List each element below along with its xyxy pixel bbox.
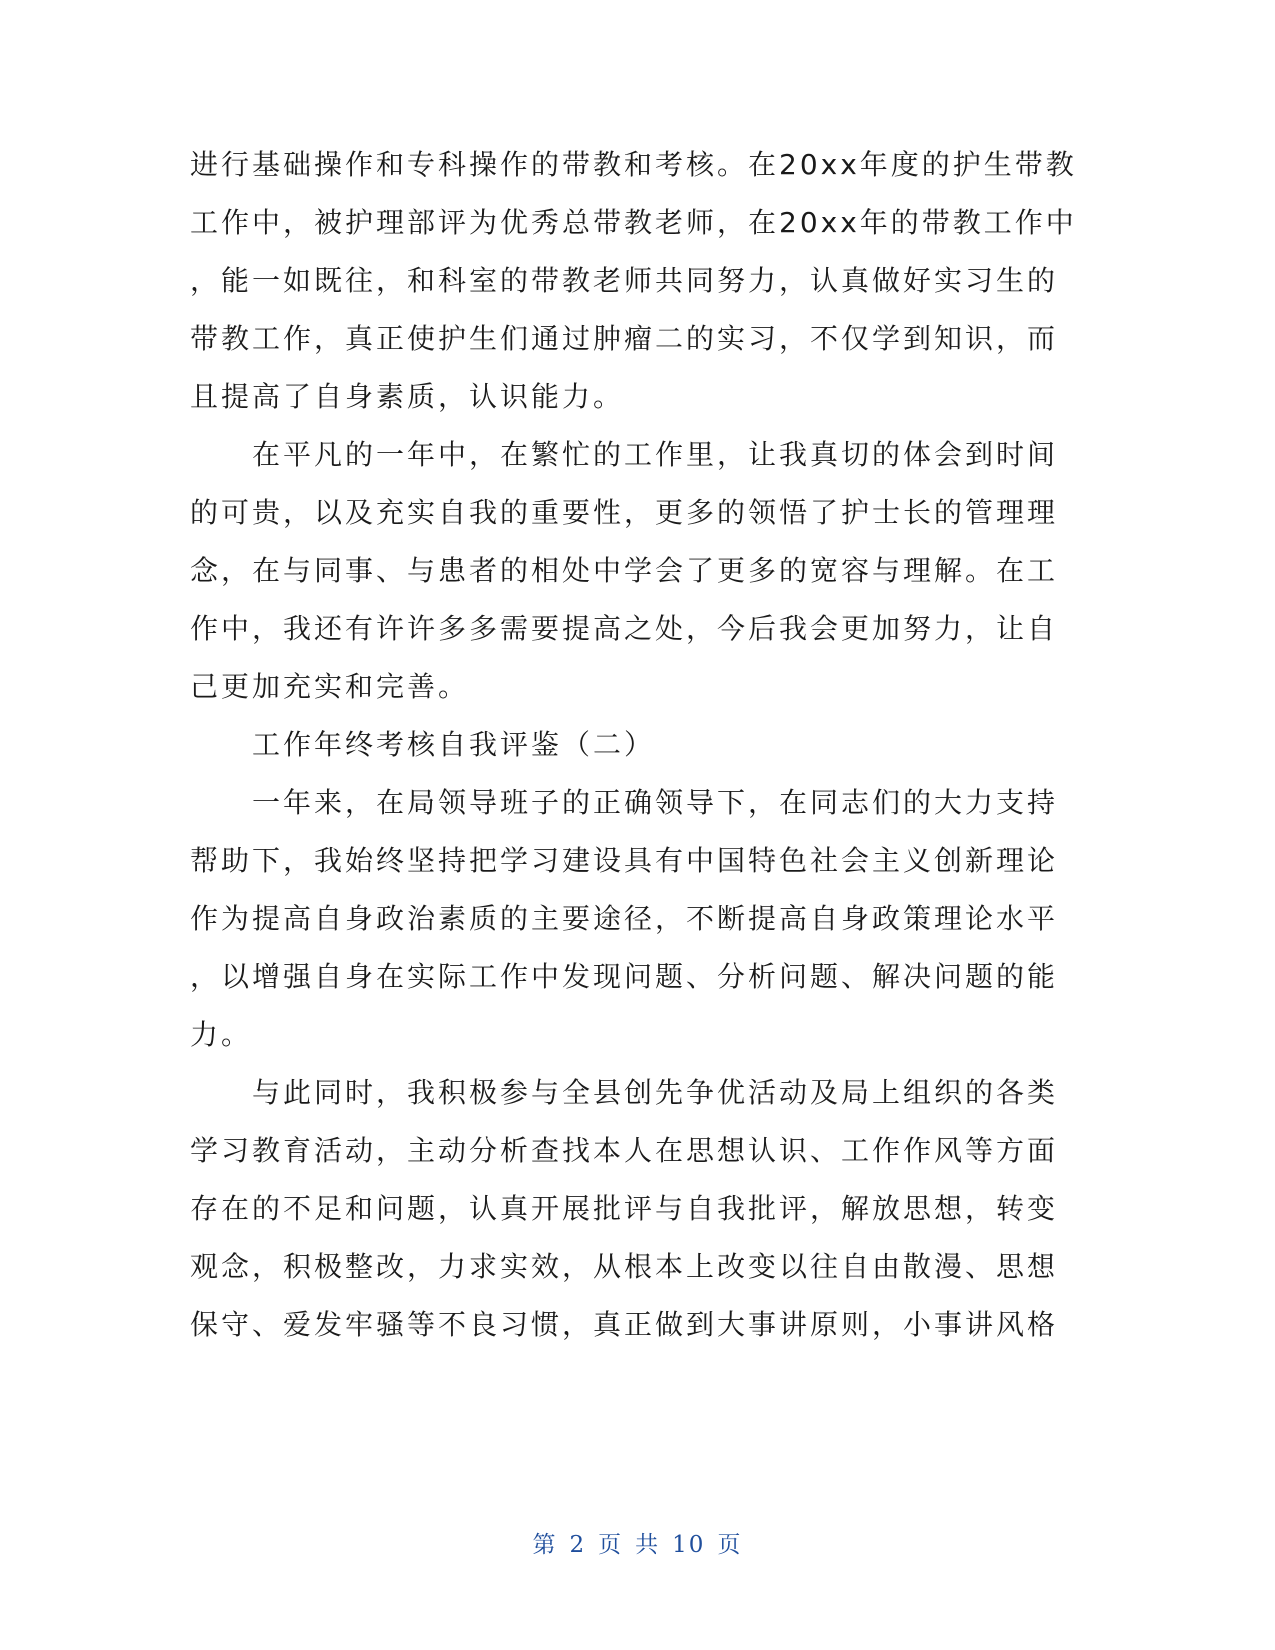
paragraph-line: 在平凡的一年中，在繁忙的工作里，让我真切的体会到时间 [252,438,1059,471]
paragraph-line: 学习教育活动，主动分析查找本人在思想认识、工作作风等方面 [190,1134,1059,1167]
paragraph-line: 力。 [190,1018,253,1051]
paragraph-line: 保守、爱发牢骚等不良习惯，真正做到大事讲原则，小事讲风格 [190,1308,1059,1341]
paragraph-line: 工作中，被护理部评为优秀总带教老师，在20xx年的带教工作中 [190,206,1077,239]
paragraph-line: 存在的不足和问题，认真开展批评与自我批评，解放思想，转变 [190,1192,1059,1225]
paragraph-line: 的可贵，以及充实自我的重要性，更多的领悟了护士长的管理理 [190,496,1059,529]
paragraph-line: 一年来，在局领导班子的正确领导下，在同志们的大力支持 [252,786,1059,819]
footer-total-number: 10 [672,1532,706,1558]
paragraph-line: 且提高了自身素质，认识能力。 [190,380,625,413]
footer-total-word: 共 [635,1532,661,1558]
paragraph-line: 与此同时，我积极参与全县创先争优活动及局上组织的各类 [252,1076,1059,1109]
paragraph-line: 帮助下，我始终坚持把学习建设具有中国特色社会主义创新理论 [190,844,1059,877]
footer-page-word: 页 [598,1532,624,1558]
page-footer [0,1530,1275,1560]
paragraph-line: ，能一如既往，和科室的带教老师共同努力，认真做好实习生的 [190,264,1059,297]
paragraph-line: 作中，我还有许许多多需要提高之处，今后我会更加努力，让自 [190,612,1059,645]
footer-total-suffix: 页 [717,1532,743,1558]
paragraph-line: 念，在与同事、与患者的相处中学会了更多的宽容与理解。在工 [190,554,1059,587]
paragraph-line: 观念，积极整改，力求实效，从根本上改变以往自由散漫、思想 [190,1250,1059,1283]
paragraph-line: 进行基础操作和专科操作的带教和考核。在20xx年度的护生带教 [190,148,1077,181]
paragraph-line: ，以增强自身在实际工作中发现问题、分析问题、解决问题的能 [190,960,1059,993]
paragraph-line: 带教工作，真正使护生们通过肿瘤二的实习，不仅学到知识，而 [190,322,1059,355]
section-heading: 工作年终考核自我评鉴（二） [252,728,656,761]
paragraph-line: 己更加充实和完善。 [190,670,470,703]
footer-page-prefix: 第 [532,1532,558,1558]
paragraph-line: 作为提高自身政治素质的主要途径，不断提高自身政策理论水平 [190,902,1059,935]
footer-page-number: 2 [569,1532,587,1558]
